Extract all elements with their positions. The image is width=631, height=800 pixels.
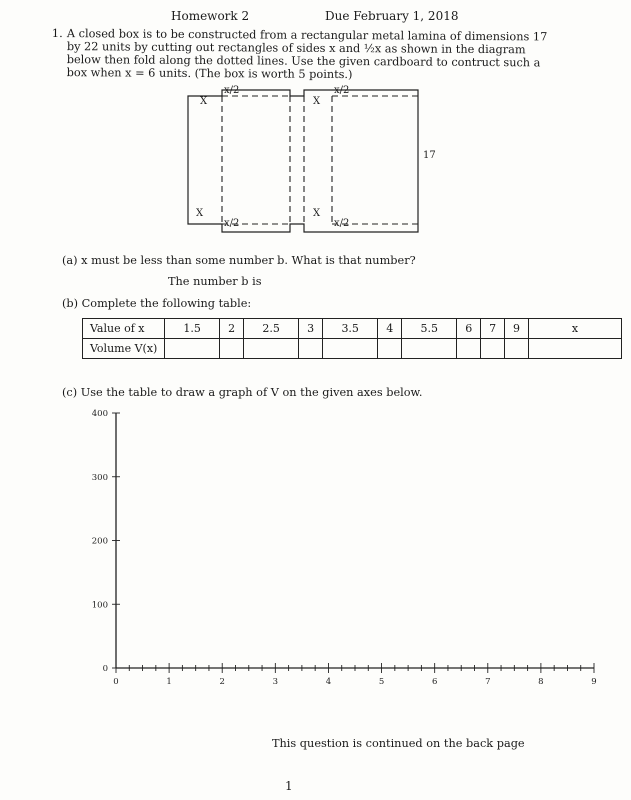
label-x-bottom-left: X [196,208,204,219]
table-row-x-values [83,319,622,339]
x-value-cell: 7 [481,319,505,339]
volume-answer-cell[interactable] [457,339,481,359]
y-tick-label: 200 [91,536,108,547]
x-tick-label: 1 [166,677,172,687]
x-tick-label: 2 [219,677,225,687]
x-tick-label: 3 [272,677,279,687]
x-value-cell: 6 [457,319,481,339]
x-value-cell: 1.5 [165,319,220,339]
x-value-cell: 3 [299,319,323,339]
volume-answer-cell[interactable] [378,339,402,359]
y-tick-label: 0 [102,664,108,674]
volume-answer-cell[interactable] [244,339,299,359]
volume-answer-cell[interactable] [323,339,378,359]
x-tick-label: 4 [325,677,332,687]
x-tick-label: 6 [431,677,438,687]
problem-number: 1. [51,27,63,41]
x-tick-label: 5 [378,677,385,687]
label-half-x-top-left: x/2 [224,85,240,96]
part-c-prompt: (c) Use the table to draw a graph of V on the given axes below. [62,386,423,399]
row-label-x: Value of x [83,319,165,339]
label-x-top-mid: X [313,96,321,107]
volume-answer-cell[interactable] [529,339,622,359]
continued-note: This question is continued on the back page [272,737,525,750]
row-label-volume: Volume V(x) [83,339,165,359]
header-title: Homework 2 [171,9,250,23]
volume-table [82,318,622,359]
label-side-length: 17 [423,150,436,161]
part-a-answer-prompt: The number b is [168,275,262,288]
x-tick-label: 9 [591,677,597,687]
x-tick-label: 8 [538,677,544,687]
header-due-date: Due February 1, 2018 [325,9,459,23]
volume-answer-cell[interactable] [402,339,457,359]
x-tick-label: 7 [485,677,491,687]
table-row-volumes [83,339,622,359]
label-x-bottom-mid: X [313,208,321,219]
lamina-diagram [180,84,450,239]
x-value-cell: 5.5 [402,319,457,339]
problem-statement [52,27,552,82]
x-value-cell: x [529,319,622,339]
y-tick-label: 100 [91,600,108,611]
x-value-cell: 4 [378,319,402,339]
volume-answer-cell[interactable] [165,339,220,359]
problem-text: A closed box is to be constructed from a rectangular metal lamina of dimensions 17 by 22 units by cutting out rectangles of sides x and ½x as shown in the diagram below then fold along the dotted lines. Use the given cardboard to contruct such a box when x = 6 units. (The box is worth 5 points.) [66,27,548,82]
page-number: 1 [285,779,293,793]
volume-graph-axes[interactable] [82,402,612,702]
part-a-prompt: (a) x must be less than some number b. What is that number? [62,254,416,267]
x-value-cell: 9 [505,319,529,339]
label-x-top-left: X [200,96,208,107]
x-value-cell: 3.5 [323,319,378,339]
x-value-cell: 2.5 [244,319,299,339]
label-half-x-bottom-right: x/2 [334,218,350,229]
y-tick-label: 300 [91,472,108,483]
x-tick-label: 0 [113,677,119,687]
x-value-cell: 2 [220,319,244,339]
y-tick-label: 400 [91,409,108,419]
part-b-prompt: (b) Complete the following table: [62,297,252,310]
volume-answer-cell[interactable] [481,339,505,359]
volume-answer-cell[interactable] [505,339,529,359]
volume-answer-cell[interactable] [220,339,244,359]
label-half-x-top-right: x/2 [334,85,350,96]
label-half-x-bottom-left: x/2 [224,218,240,229]
volume-answer-cell[interactable] [299,339,323,359]
